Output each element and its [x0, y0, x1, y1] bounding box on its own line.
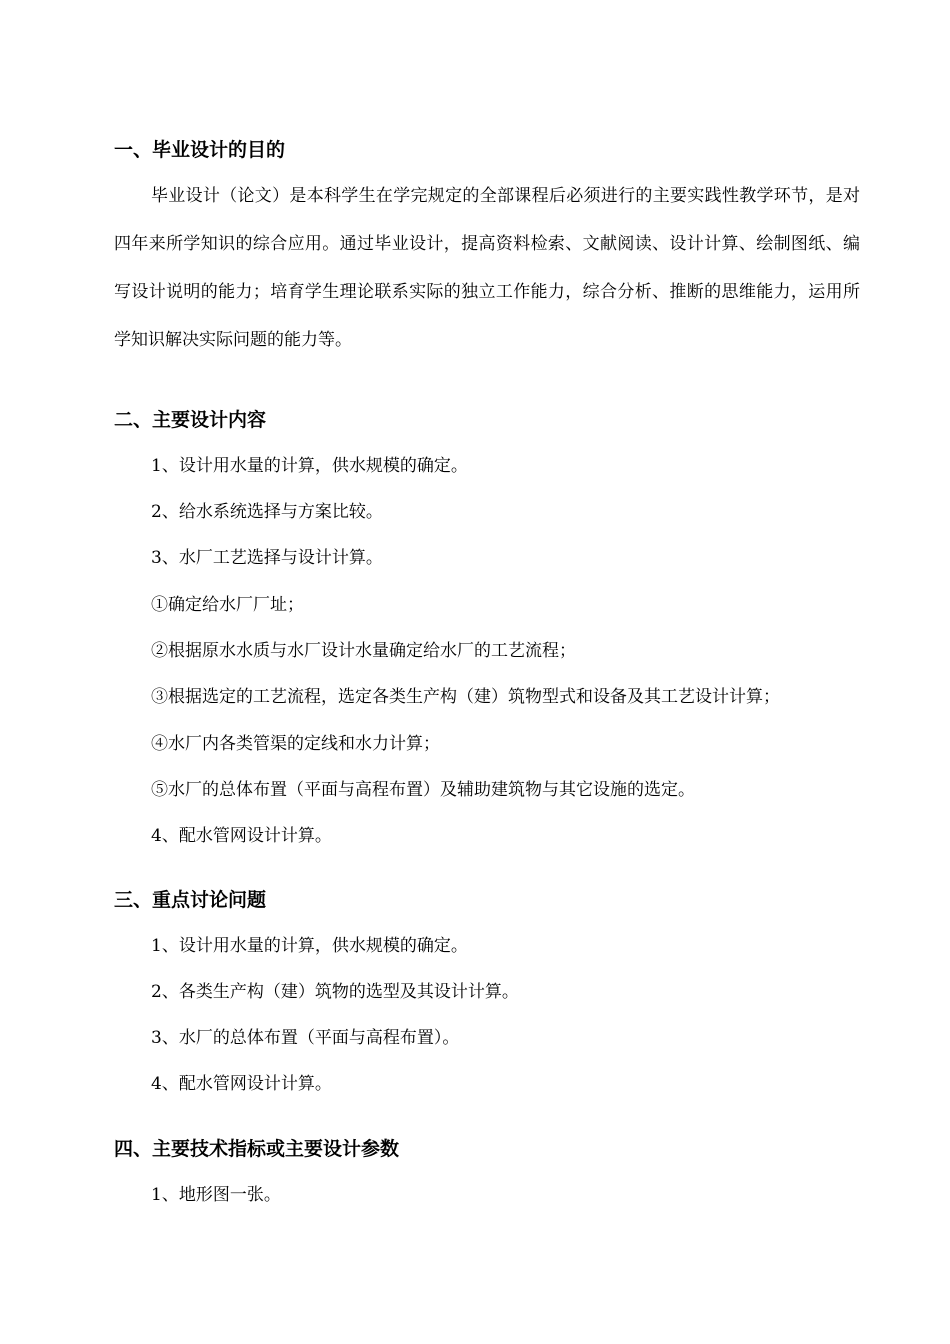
list-item: ③根据选定的工艺流程，选定各类生产构（建）筑物型式和设备及其工艺设计计算；	[151, 687, 780, 707]
list-item: 1、地形图一张。	[151, 1185, 281, 1205]
section-heading-key-issues: 三、重点讨论问题	[114, 889, 267, 911]
list-item: ④水厂内各类管渠的定线和水力计算；	[151, 734, 440, 754]
list-item: 3、水厂工艺选择与设计计算。	[151, 548, 383, 568]
section-heading-parameters: 四、主要技术指标或主要设计参数	[114, 1138, 400, 1160]
list-item: 4、配水管网设计计算。	[151, 1074, 332, 1094]
section-heading-purpose: 一、毕业设计的目的	[114, 139, 286, 161]
list-item: 1、设计用水量的计算，供水规模的确定。	[151, 456, 468, 476]
list-item: 2、给水系统选择与方案比较。	[151, 502, 383, 522]
list-item: 1、设计用水量的计算，供水规模的确定。	[151, 936, 468, 956]
list-item: 2、各类生产构（建）筑物的选型及其设计计算。	[151, 982, 519, 1002]
section-paragraph-purpose: 毕业设计（论文）是本科学生在学完规定的全部课程后必须进行的主要实践性教学环节，是对四年来所学知识的综合应用。通过毕业设计，提高资料检索、文献阅读、设计计算、绘制图纸、编写设计说明的能力；培育学生理论联系实际的独立工作能力，综合分析、推断的思维能力，运用所学知识解决实际问题的能力等。	[114, 186, 860, 350]
list-item: ⑤水厂的总体布置（平面与高程布置）及辅助建筑物与其它设施的选定。	[151, 780, 695, 800]
list-item: 4、配水管网设计计算。	[151, 826, 332, 846]
section-heading-content: 二、主要设计内容	[114, 409, 267, 431]
list-item: 3、水厂的总体布置（平面与高程布置）。	[151, 1028, 460, 1048]
list-item: ①确定给水厂厂址；	[151, 595, 304, 615]
list-item: ②根据原水水质与水厂设计水量确定给水厂的工艺流程；	[151, 641, 576, 661]
